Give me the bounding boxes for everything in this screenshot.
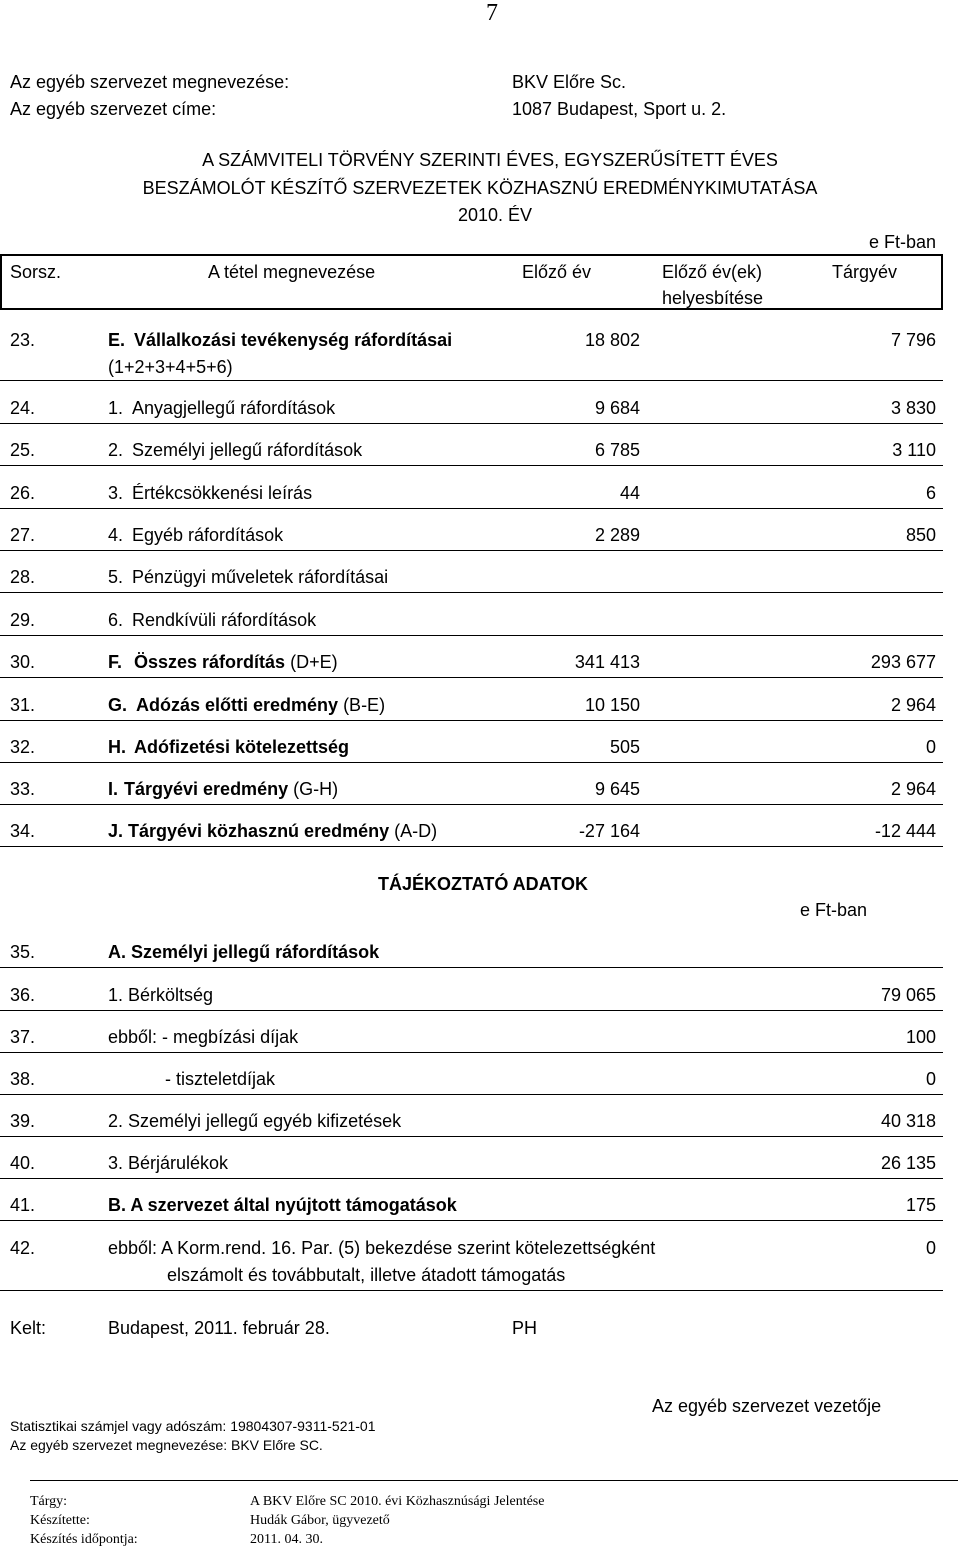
row-formula: (B-E) xyxy=(338,695,386,715)
org-address-label: Az egyéb szervezet címe: xyxy=(10,99,217,119)
info-title: TÁJÉKOZTATÓ ADATOK xyxy=(378,874,588,894)
row-curr-value: 293 677 xyxy=(870,652,936,672)
row-name: Rendkívüli ráfordítások xyxy=(132,610,317,630)
row-prev-value: 341 413 xyxy=(574,652,640,672)
info-row-no: 40. xyxy=(10,1153,36,1173)
header-box-bottom xyxy=(0,308,943,310)
info-row-text: 1. Bérköltség xyxy=(108,985,214,1005)
row-no: 27. xyxy=(10,525,36,545)
header-col-prev: Előző év xyxy=(522,262,592,282)
info-row-divider xyxy=(0,1136,943,1137)
row-divider xyxy=(0,762,943,763)
row-no: 26. xyxy=(10,483,36,503)
row-curr-value: 2 964 xyxy=(890,695,936,715)
info-row-text: B. A szervezet által nyújtott támogatások xyxy=(108,1195,457,1215)
row-curr-value: 7 796 xyxy=(890,330,936,350)
info-row-text: - tiszteletdíjak xyxy=(165,1069,276,1089)
row-code: E. xyxy=(108,330,126,350)
row-name-2: (1+2+3+4+5+6) xyxy=(108,357,233,377)
row-code: 2. xyxy=(108,440,124,460)
row-curr-value: 3 110 xyxy=(892,440,936,460)
info-row-text-2: elszámolt és továbbutalt, illetve átadott támogatás xyxy=(167,1265,566,1285)
row-no: 34. xyxy=(10,821,36,841)
row-formula: (G-H) xyxy=(288,779,339,799)
info-row-no: 35. xyxy=(10,942,36,962)
row-name: Értékcsökkenési leírás xyxy=(132,483,313,503)
row-prev-value: 44 xyxy=(619,483,640,503)
row-divider xyxy=(0,380,943,381)
row-no: 28. xyxy=(10,567,36,587)
row-curr-value: 850 xyxy=(905,525,936,545)
row-name-container xyxy=(134,737,349,758)
page-number: 7 xyxy=(486,0,498,26)
unit-label: e Ft-ban xyxy=(868,232,936,252)
info-row-value: 0 xyxy=(925,1069,936,1089)
row-divider xyxy=(0,550,943,551)
row-curr-value: 3 830 xyxy=(890,398,936,418)
info-row-value: 79 065 xyxy=(880,985,936,1005)
row-no: 32. xyxy=(10,737,36,757)
row-curr-value: -12 444 xyxy=(874,821,936,841)
row-divider xyxy=(0,720,943,721)
header-box-left xyxy=(0,254,2,310)
report-title-line2: BESZÁMOLÓT KÉSZÍTŐ SZERVEZETEK KÖZHASZNÚ EREDMÉNYKIMUTATÁSA xyxy=(142,178,818,198)
row-divider xyxy=(0,423,943,424)
info-row-text: 3. Bérjárulékok xyxy=(108,1153,229,1173)
row-name: Tárgyévi eredmény xyxy=(124,779,289,799)
row-name-container xyxy=(136,695,385,716)
row-prev-value: -27 164 xyxy=(578,821,640,841)
row-divider xyxy=(0,508,943,509)
info-row-divider xyxy=(0,1220,943,1221)
row-name-container xyxy=(124,779,338,800)
info-row-no: 38. xyxy=(10,1069,36,1089)
row-divider xyxy=(0,677,943,678)
row-divider xyxy=(0,465,943,466)
row-no: 25. xyxy=(10,440,36,460)
info-row-text: ebből: - megbízási díjak xyxy=(108,1027,299,1047)
row-prev-value: 9 684 xyxy=(594,398,640,418)
info-row-no: 37. xyxy=(10,1027,36,1047)
row-no: 23. xyxy=(10,330,36,350)
info-unit-label: e Ft-ban xyxy=(800,900,868,920)
row-divider xyxy=(0,804,943,805)
row-code: I. xyxy=(108,779,119,799)
row-no: 33. xyxy=(10,779,36,799)
row-name-container xyxy=(128,821,437,842)
info-row-no: 41. xyxy=(10,1195,36,1215)
row-divider xyxy=(0,592,943,593)
info-row-no: 42. xyxy=(10,1238,36,1258)
org-name-label: Az egyéb szervezet megnevezése: xyxy=(10,72,290,92)
row-prev-value: 9 645 xyxy=(594,779,640,799)
row-code: F. xyxy=(108,652,123,672)
leader-signature-label: Az egyéb szervezet vezetője xyxy=(652,1396,882,1416)
info-row-divider xyxy=(0,1052,943,1053)
row-divider xyxy=(0,846,943,847)
row-no: 29. xyxy=(10,610,36,630)
row-name-container xyxy=(134,652,338,673)
ph-mark: PH xyxy=(512,1318,538,1338)
info-row-value: 175 xyxy=(905,1195,936,1215)
row-prev-value: 18 802 xyxy=(584,330,640,350)
info-row-no: 39. xyxy=(10,1111,36,1131)
header-col-no: Sorsz. xyxy=(10,262,62,282)
header-col-name: A tétel megnevezése xyxy=(208,262,376,282)
footer-rule xyxy=(30,1480,958,1481)
row-name: Egyéb ráfordítások xyxy=(132,525,284,545)
footer-author-value: Hudák Gábor, ügyvezető xyxy=(250,1513,390,1528)
org-name-line: Az egyéb szervezet megnevezése: BKV Előre SC. xyxy=(10,1437,323,1453)
footer-subject-label: Tárgy: xyxy=(30,1494,68,1509)
row-code: G. xyxy=(108,695,128,715)
row-code: 5. xyxy=(108,567,124,587)
row-no: 24. xyxy=(10,398,36,418)
info-row-value: 40 318 xyxy=(880,1111,936,1131)
kelt-value: Budapest, 2011. február 28. xyxy=(108,1318,330,1338)
row-name: Pénzügyi műveletek ráfordításai xyxy=(132,567,389,587)
footer-author-label: Készítette: xyxy=(30,1513,90,1528)
footer-date-value: 2011. 04. 30. xyxy=(250,1532,323,1547)
row-name: Adófizetési kötelezettség xyxy=(134,737,350,757)
info-row-value: 0 xyxy=(925,1238,936,1258)
row-code: H. xyxy=(108,737,126,757)
row-curr-value: 0 xyxy=(925,737,936,757)
info-row-text: 2. Személyi jellegű egyéb kifizetések xyxy=(108,1111,402,1131)
org-address-value: 1087 Budapest, Sport u. 2. xyxy=(512,99,727,119)
row-name: Anyagjellegű ráfordítások xyxy=(132,398,336,418)
info-row-value: 26 135 xyxy=(880,1153,936,1173)
row-code: 3. xyxy=(108,483,124,503)
row-prev-value: 505 xyxy=(609,737,640,757)
info-row-no: 36. xyxy=(10,985,36,1005)
row-code: 4. xyxy=(108,525,124,545)
row-no: 31. xyxy=(10,695,36,715)
info-row-divider xyxy=(0,1178,943,1179)
info-row-divider xyxy=(0,1094,943,1095)
kelt-label: Kelt: xyxy=(10,1318,47,1338)
header-box-right xyxy=(941,254,943,310)
info-row-divider xyxy=(0,1010,943,1011)
row-curr-value: 2 964 xyxy=(890,779,936,799)
row-prev-value: 10 150 xyxy=(584,695,640,715)
row-code: J. xyxy=(108,821,124,841)
row-name: Tárgyévi közhasznú eredmény xyxy=(128,821,390,841)
info-row-divider xyxy=(0,967,943,968)
header-col-curr: Tárgyév xyxy=(832,262,898,282)
row-prev-value: 6 785 xyxy=(594,440,640,460)
row-code: 6. xyxy=(108,610,124,630)
row-code: 1. xyxy=(108,398,124,418)
header-col-corr-1: Előző év(ek) xyxy=(662,262,763,282)
report-title-year: 2010. ÉV xyxy=(457,205,533,225)
org-name-value: BKV Előre Sc. xyxy=(512,72,627,92)
info-row-value: 100 xyxy=(905,1027,936,1047)
row-divider xyxy=(0,635,943,636)
row-prev-value: 2 289 xyxy=(594,525,640,545)
row-name: Összes ráfordítás xyxy=(134,652,286,672)
header-col-corr-2: helyesbítése xyxy=(662,288,764,308)
stat-number-line: Statisztikai számjel vagy adószám: 19804307-9311-521-01 xyxy=(10,1418,376,1434)
row-curr-value: 6 xyxy=(925,483,936,503)
info-row-divider xyxy=(0,1290,943,1291)
row-name: Adózás előtti eredmény xyxy=(136,695,339,715)
row-name: Vállalkozási tevékenység ráfordításai xyxy=(134,330,453,350)
row-formula: (A-D) xyxy=(389,821,438,841)
info-row-text: A. Személyi jellegű ráfordítások xyxy=(108,942,380,962)
report-title-line1: A SZÁMVITELI TÖRVÉNY SZERINTI ÉVES, EGYSZERŰSÍTETT ÉVES xyxy=(202,150,778,170)
row-name: Személyi jellegű ráfordítások xyxy=(132,440,363,460)
footer-date-label: Készítés időpontja: xyxy=(30,1532,138,1547)
header-box-top xyxy=(0,254,943,256)
row-no: 30. xyxy=(10,652,36,672)
info-row-text: ebből: A Korm.rend. 16. Par. (5) bekezdése szerint kötelezettségként xyxy=(108,1238,656,1258)
footer-subject-value: A BKV Előre SC 2010. évi Közhasznúsági Jelentése xyxy=(250,1494,545,1509)
row-formula: (D+E) xyxy=(285,652,338,672)
